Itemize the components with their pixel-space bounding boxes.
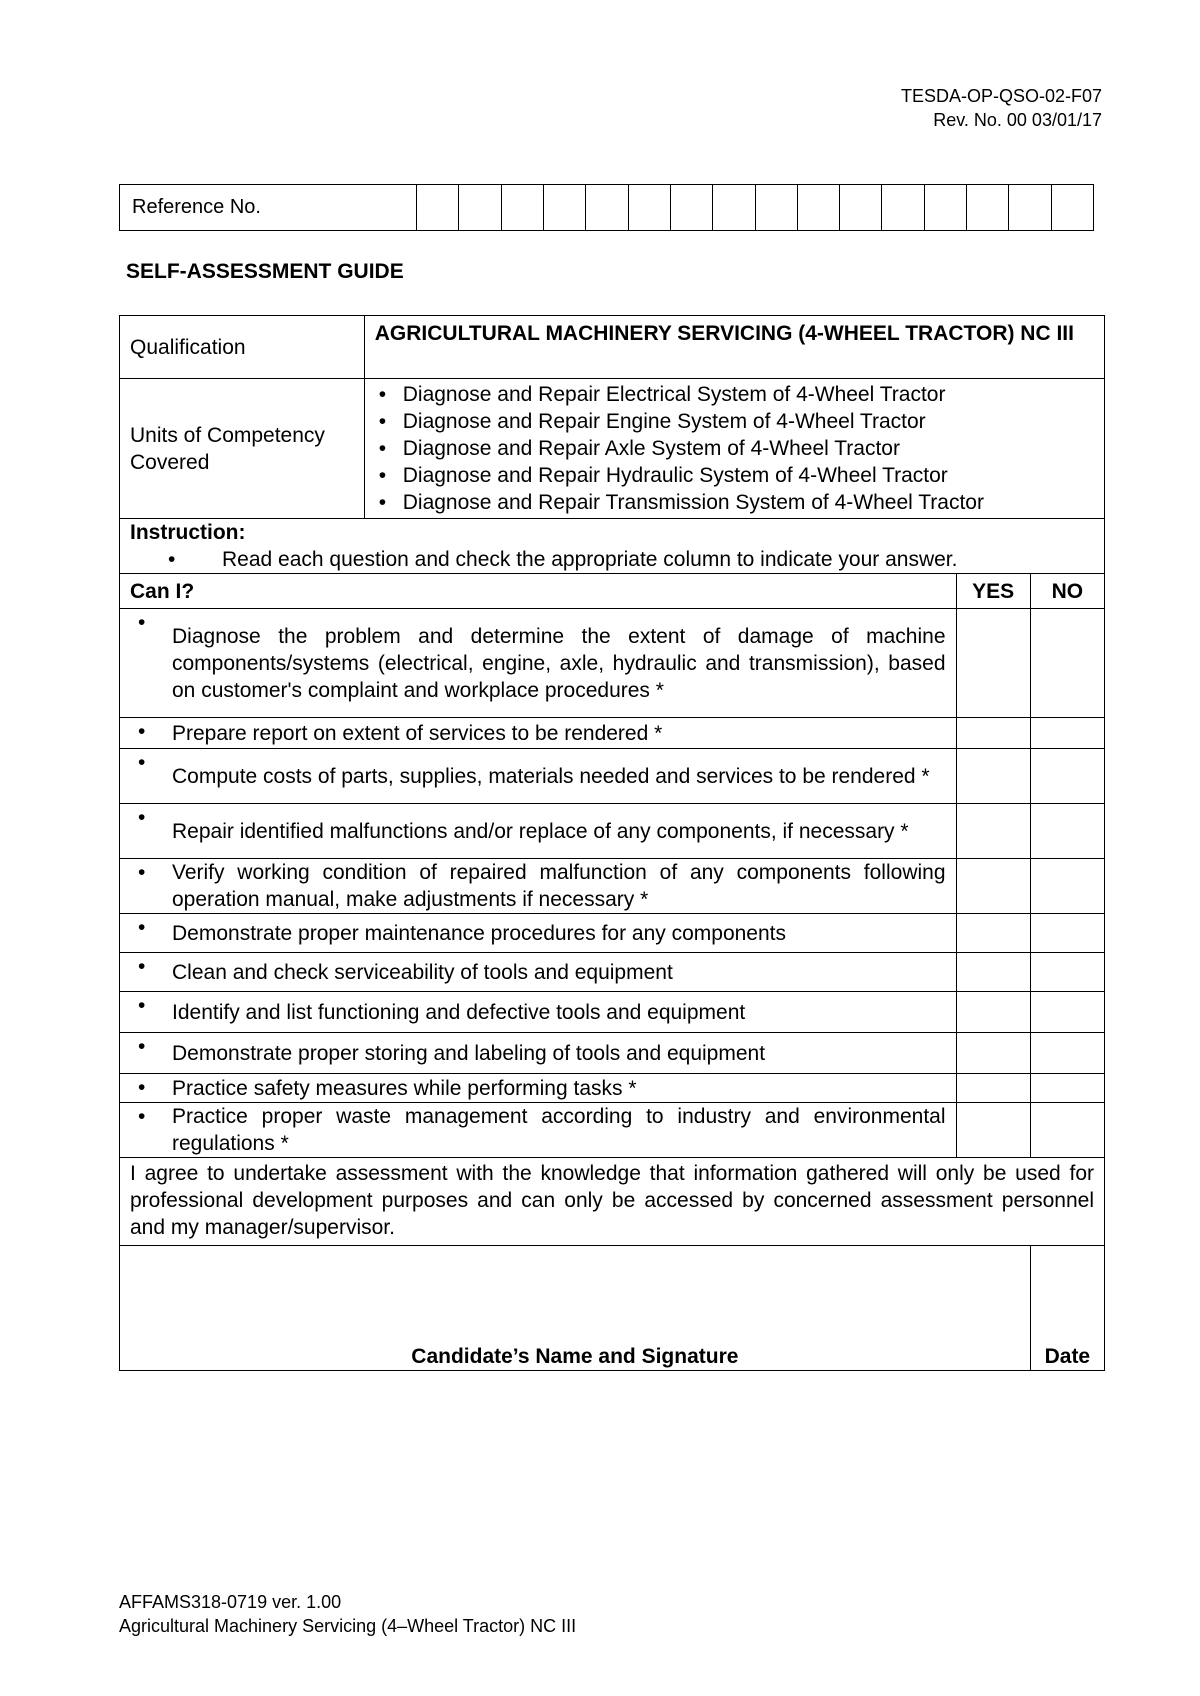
yes-checkbox-cell[interactable] (956, 992, 1030, 1033)
units-cell (364, 379, 1104, 519)
bullet-icon: • (138, 806, 146, 829)
checklist-row (120, 953, 1105, 992)
checklist-question (120, 749, 957, 804)
bullet-icon: • (138, 1035, 146, 1058)
question-text: Practice safety measures while performing tasks * (172, 1076, 637, 1100)
question-text: Prepare report on extent of services to be rendered * (172, 721, 663, 745)
unit-item: • Diagnose and Repair Axle System of 4-Wheel Tractor (375, 435, 1094, 462)
reference-number-box[interactable] (1051, 185, 1093, 231)
no-checkbox-cell[interactable] (1030, 804, 1104, 859)
checklist-row (120, 859, 1105, 914)
unit-item: • Diagnose and Repair Engine System of 4-Wheel Tractor (375, 408, 1094, 435)
yes-checkbox-cell[interactable] (956, 859, 1030, 914)
reference-number-box[interactable] (924, 185, 966, 231)
agreement-statement: I agree to undertake assessment with the knowledge that information gathered will only be used for professional development purposes and can only be accessed by concerned assessment personnel and my manager/supervisor. (120, 1158, 1105, 1246)
reference-number-box[interactable] (670, 185, 712, 231)
no-checkbox-cell[interactable] (1030, 914, 1104, 953)
yes-checkbox-cell[interactable] (956, 609, 1030, 718)
checklist-row (120, 718, 1105, 749)
reference-number-box[interactable] (543, 185, 585, 231)
yes-checkbox-cell[interactable] (956, 953, 1030, 992)
document-code: TESDA-OP-QSO-02-F07 (900, 86, 1102, 106)
candidate-signature-label: Candidate’s Name and Signature (411, 1345, 739, 1368)
reference-number-box[interactable] (501, 185, 543, 231)
question-text: Repair identified malfunctions and/or replace of any components, if necessary * (172, 819, 909, 843)
qualification-value: AGRICULTURAL MACHINERY SERVICING (4-WHEEL TRACTOR) NC III (364, 316, 1104, 379)
checklist-question (120, 1103, 957, 1158)
instruction-text: Read each question and check the appropriate column to indicate your answer. (222, 548, 958, 571)
yes-checkbox-cell[interactable] (956, 1033, 1030, 1074)
units-list (375, 381, 1094, 516)
checklist-question (120, 914, 957, 953)
yes-header: YES (956, 574, 1030, 609)
no-checkbox-cell[interactable] (1030, 609, 1104, 718)
bullet-icon: • (138, 1105, 146, 1128)
bullet-icon: • (138, 994, 146, 1017)
checklist-row (120, 749, 1105, 804)
checklist-row (120, 609, 1105, 718)
date-label: Date (1044, 1345, 1091, 1368)
checklist-question (120, 1074, 957, 1103)
yes-checkbox-cell[interactable] (956, 749, 1030, 804)
yes-checkbox-cell[interactable] (956, 804, 1030, 859)
can-i-header: Can I? (120, 574, 957, 609)
question-text: Demonstrate proper maintenance procedures for any components (172, 921, 787, 945)
instruction-label: Instruction: (130, 521, 246, 544)
document-footer (119, 1590, 576, 1638)
no-checkbox-cell[interactable] (1030, 953, 1104, 992)
reference-number-box[interactable] (586, 185, 628, 231)
bullet-icon: • (138, 751, 146, 774)
no-checkbox-cell[interactable] (1030, 718, 1104, 749)
page-title: SELF-ASSESSMENT GUIDE (126, 260, 404, 283)
reference-number-box[interactable] (1009, 185, 1051, 231)
question-text: Practice proper waste management according to industry and environmental regulations * (172, 1105, 946, 1155)
checklist-question (120, 718, 957, 749)
question-text: Identify and list functioning and defective tools and equipment (172, 1000, 746, 1024)
yes-checkbox-cell[interactable] (956, 914, 1030, 953)
checklist-question (120, 804, 957, 859)
document-header (901, 84, 1102, 132)
yes-checkbox-cell[interactable] (956, 1103, 1030, 1158)
yes-checkbox-cell[interactable] (956, 718, 1030, 749)
instruction-cell (120, 519, 1105, 574)
checklist-row (120, 1074, 1105, 1103)
checklist-question (120, 859, 957, 914)
question-text: Diagnose the problem and determine the extent of damage of machine components/systems (electrical, engine, axle, hydraulic and transmission), based on customer's complaint and workplace procedures * (172, 624, 946, 702)
checklist-question (120, 953, 957, 992)
footer-code: AFFAMS318-0719 ver. 1.00 (119, 1592, 342, 1612)
checklist-question (120, 609, 957, 718)
no-checkbox-cell[interactable] (1030, 749, 1104, 804)
no-checkbox-cell[interactable] (1030, 859, 1104, 914)
unit-item: • Diagnose and Repair Transmission System of 4-Wheel Tractor (375, 489, 1094, 516)
checklist-row (120, 1103, 1105, 1158)
bullet-icon: • (138, 611, 146, 634)
reference-number-label: Reference No. (120, 185, 417, 231)
checklist-row (120, 992, 1105, 1033)
checklist-row (120, 1033, 1105, 1074)
question-text: Compute costs of parts, supplies, materials needed and services to be rendered * (172, 764, 930, 788)
bullet-icon: • (138, 1076, 146, 1099)
reference-number-box[interactable] (628, 185, 670, 231)
reference-number-box[interactable] (882, 185, 924, 231)
reference-number-box[interactable] (459, 185, 501, 231)
bullet-icon: • (138, 916, 146, 939)
bullet-icon: • (138, 720, 146, 743)
checklist-row (120, 914, 1105, 953)
no-header: NO (1030, 574, 1104, 609)
reference-number-box[interactable] (417, 185, 459, 231)
date-field[interactable] (1030, 1246, 1104, 1371)
bullet-icon: • (138, 955, 146, 978)
no-checkbox-cell[interactable] (1030, 992, 1104, 1033)
revision-number: Rev. No. 00 03/01/17 (933, 110, 1102, 130)
no-checkbox-cell[interactable] (1030, 1103, 1104, 1158)
bullet-icon: • (138, 861, 146, 884)
checklist-question (120, 992, 957, 1033)
no-checkbox-cell[interactable] (1030, 1033, 1104, 1074)
bullet-icon: • (168, 548, 176, 571)
question-text: Demonstrate proper storing and labeling of tools and equipment (172, 1041, 766, 1065)
reference-number-box[interactable] (840, 185, 882, 231)
candidate-signature-field[interactable] (120, 1246, 1031, 1371)
unit-item: • Diagnose and Repair Hydraulic System of 4-Wheel Tractor (375, 462, 1094, 489)
checklist-row (120, 804, 1105, 859)
no-checkbox-cell[interactable] (1030, 1074, 1104, 1103)
unit-item: • Diagnose and Repair Electrical System of 4-Wheel Tractor (375, 381, 1094, 408)
reference-number-box[interactable] (797, 185, 839, 231)
question-text: Clean and check serviceability of tools and equipment (172, 960, 673, 984)
checklist-question (120, 1033, 957, 1074)
reference-number-box[interactable] (713, 185, 755, 231)
units-label: Units of Competency Covered (120, 379, 365, 519)
footer-qualification: Agricultural Machinery Servicing (4–Wheel Tractor) NC III (119, 1616, 577, 1636)
reference-number-box[interactable] (755, 185, 797, 231)
yes-checkbox-cell[interactable] (956, 1074, 1030, 1103)
qualification-label: Qualification (120, 316, 365, 379)
reference-number-table (119, 184, 1094, 231)
question-text: Verify working condition of repaired malfunction of any components following operation manual, make adjustments if necessary * (172, 861, 946, 911)
reference-number-box[interactable] (967, 185, 1009, 231)
assessment-table (119, 315, 1105, 1371)
